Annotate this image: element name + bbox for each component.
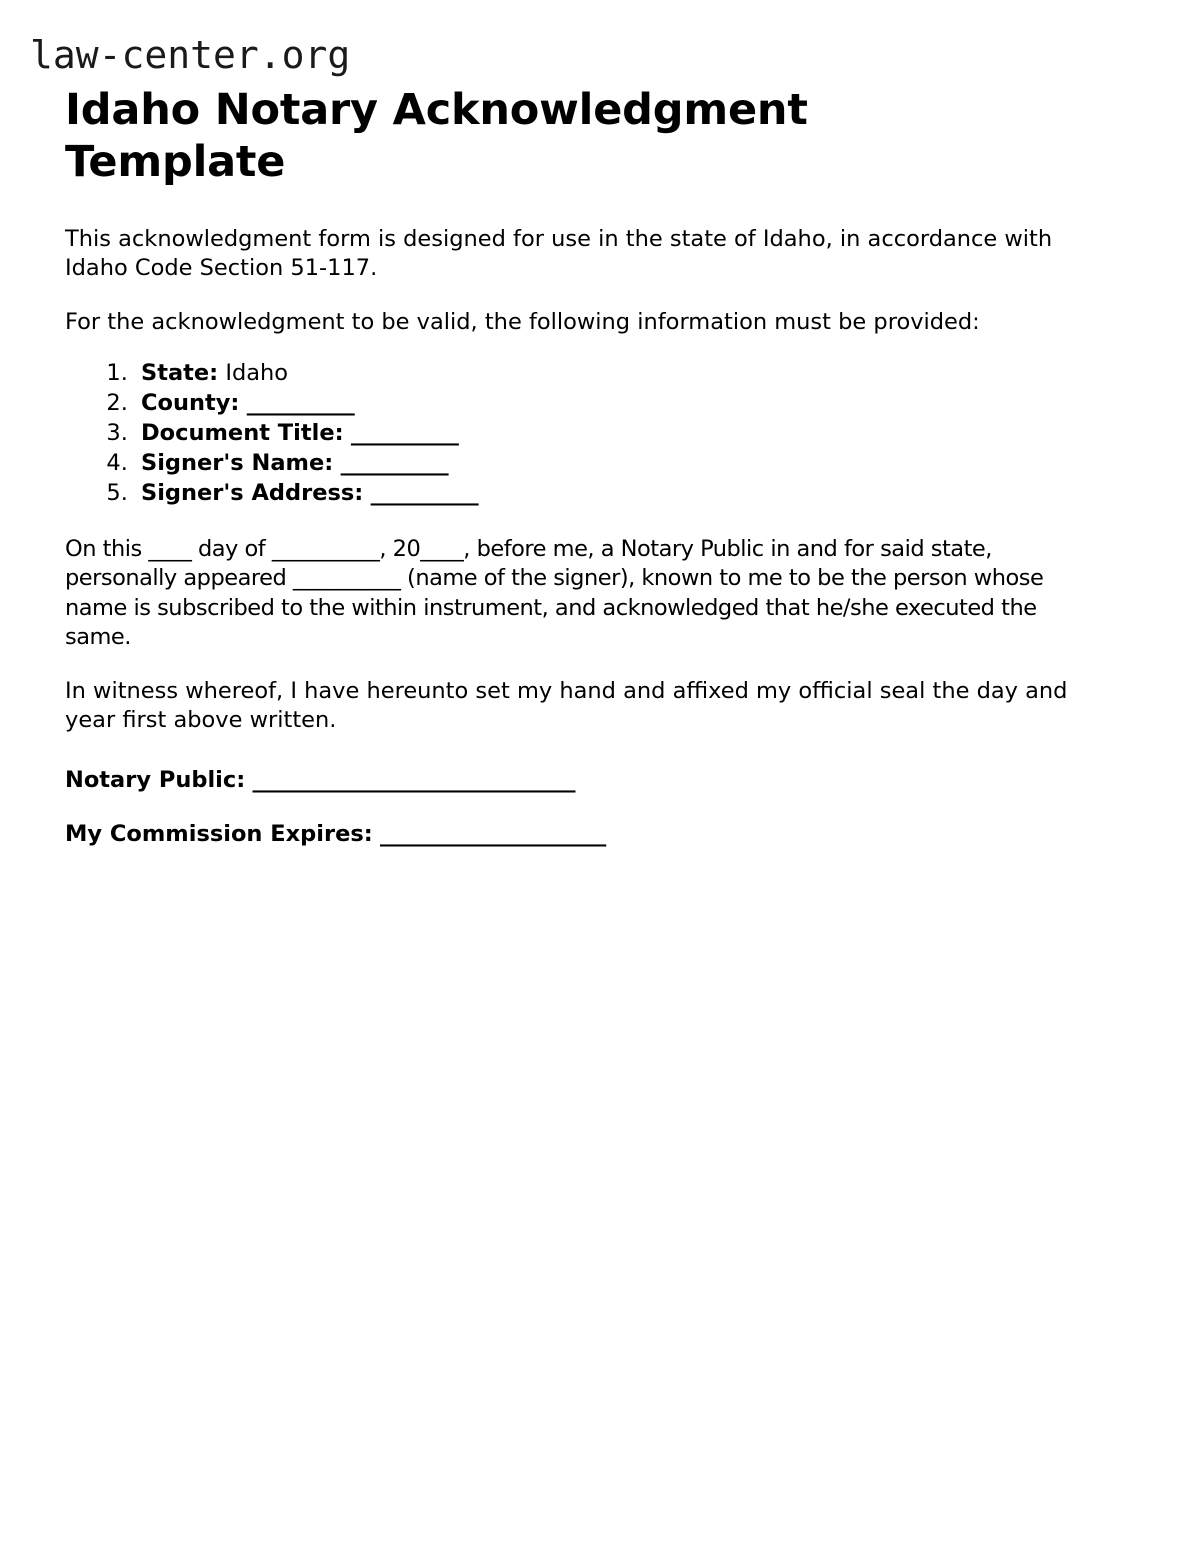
page-title: Idaho Notary Acknowledgment Template [65,85,808,188]
site-brand-label: law-center.org [30,33,351,77]
requirement-value: Idaho [218,360,289,387]
requirement-blank: __________ [333,450,449,477]
spacer-after-intro [65,284,1091,308]
notary-public-signature-line [65,766,1091,795]
requirements-list [65,359,1091,509]
requirement-label: Signer's Address: [141,480,364,506]
requirement-label: State: [141,360,219,387]
list-item [135,419,1091,449]
acknowledgment-paragraph: On this ____ day of __________, 20____, before me, a Notary Public in and for said state, personally appeared __________ (name of the signer), known to me to be the person whose name is subscribed to the within instrument, and acknowledged that he/she executed the same. [65,535,1044,651]
requirement-blank: __________ [343,420,459,447]
spacer-between-signature-lines [65,795,1091,820]
document-content [65,84,1091,850]
requirement-label: Signer's Name: [141,450,334,477]
spacer-after-acknowledgment [65,653,1091,677]
requirement-blank: __________ [363,480,479,506]
commission-expires-blank: _____________________ [372,821,606,848]
notary-public-label: Notary Public: [65,766,246,793]
notary-public-blank: ______________________________ [245,766,576,793]
list-item [135,359,1091,389]
list-item [135,479,1091,509]
commission-expires-line [65,820,1091,849]
requirements-lead-paragraph: For the acknowledgment to be valid, the following information must be provided: [65,308,980,335]
requirement-label: County: [141,390,240,417]
list-item [135,449,1091,479]
intro-paragraph: This acknowledgment form is designed for use in the state of Idaho, in accordance with Idaho Code Section 51-117. [65,225,1053,282]
spacer-after-list [65,509,1091,535]
spacer-before-signature [65,736,1091,766]
list-item [135,389,1091,419]
requirement-label: Document Title: [141,420,344,447]
spacer-before-list [65,337,1091,359]
spacer-after-title [65,189,1091,225]
witness-paragraph: In witness whereof, I have hereunto set my hand and affixed my official seal the day and year first above written. [65,677,1068,734]
requirement-blank: __________ [239,390,355,417]
commission-expires-label: My Commission Expires: [65,821,373,848]
